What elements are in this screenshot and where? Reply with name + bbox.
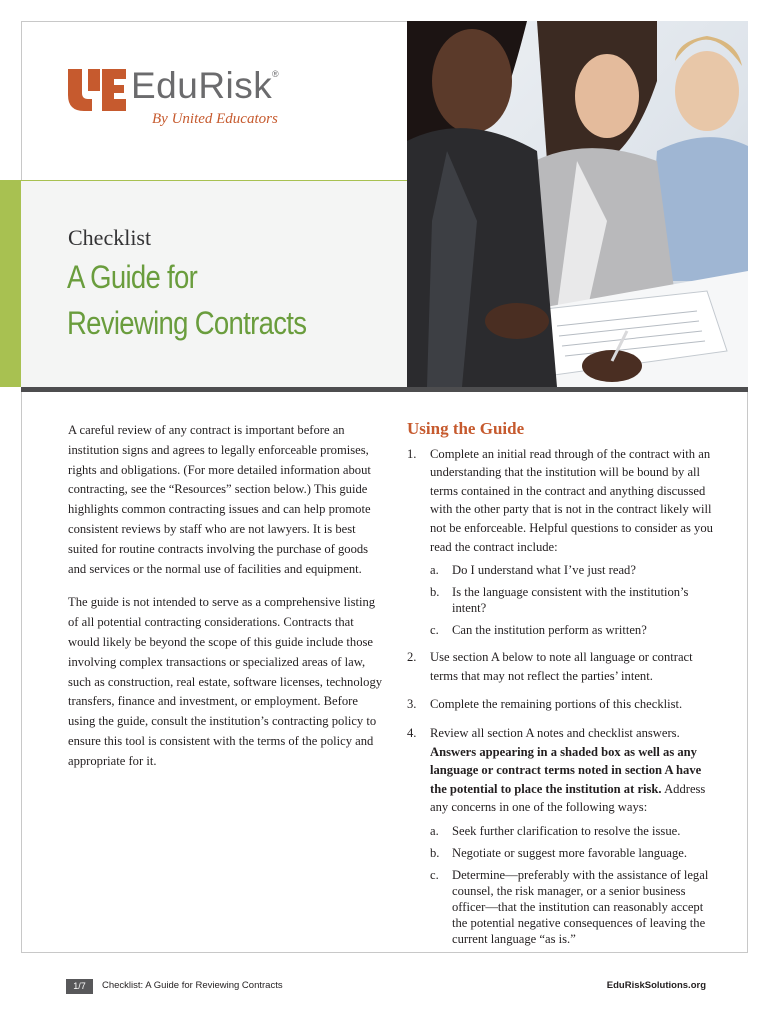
sub-list [430,823,717,947]
brand-tagline: By United Educators [152,111,278,127]
hero-photo [407,21,748,387]
sub-item [430,562,717,578]
doc-kicker: Checklist [68,225,152,250]
guide-column [407,420,717,957]
sub-letter: a. [430,563,439,578]
sub-letter: b. [430,845,440,860]
sub-text: Negotiate or suggest more favorable language. [452,845,687,860]
step-text: Use section A below to note all language or contract terms that may not reflect the parties’ intent. [430,650,693,683]
sub-text: Seek further clarification to resolve the issue. [452,823,681,838]
page-number-badge: 1/7 [66,979,93,994]
step-1 [407,445,717,639]
risk-warning-text: Answers appearing in a shaded box as well as any language or contract terms noted in section A have the potential to place the institution at risk. [430,744,702,796]
step-after-text: Address any concerns in one of the following ways: [430,781,706,815]
step-3 [407,695,717,714]
intro-paragraph-2: The guide is not intended to serve as a comprehensive listing of all potential contracting considerations. Contracts that would likely be beyond the scope of this guide include those involving complex transactions or specialized areas of law, such as construction, real estate, software licenses, technology transfers, finance and investment, or employment. Before using the guide, consult the institution’s contracting policy to ensure this tool is consistent with the terms of the policy and appropriate for it. [68,595,383,768]
step-4 [407,724,717,947]
title-line-2: Reviewing Contracts [67,305,307,341]
sub-letter: a. [430,823,439,838]
intro-paragraph-1: A careful review of any contract is important before an institution signs and agrees to legally enforceable promises, rights and obligations. (For more detailed information about contracting, see the “Resources” section below.) This guide highlights common contracting issues and can help promote consistent reviews by staff who are not lawyers. It is best suited for routine contracts involving the purchase of goods and services or the normal use of facilities and equipment. [68,423,371,576]
sub-item [430,584,717,616]
step-number: 1. [407,446,417,461]
sub-item [430,823,717,839]
accent-bar [0,180,21,387]
brand-name: EduRisk [131,65,273,106]
sub-text: Is the language consistent with the institution’s intent? [452,585,689,616]
step-text: Complete the remaining portions of this checklist. [430,697,683,712]
intro-column [68,421,384,786]
sub-letter: b. [430,585,440,600]
step-number: 2. [407,650,417,665]
page-title [67,254,306,346]
sub-item [430,622,717,638]
step-text: Complete an initial read through of the contract with an understanding that the institution will be bound by all terms contained in the contract and anything discussed with the other party that is not in the contract likely will not be enforceable. Helpful questions to consider as you read the contract include: [430,446,713,554]
step-text: Review all section A notes and checklist answers. [430,725,680,740]
hero-bottom-rule [21,387,748,392]
sub-text: Can the institution perform as written? [452,623,647,638]
sub-letter: c. [430,867,439,882]
people-reviewing-contract-image [407,21,748,387]
page-footer [66,979,706,995]
steps-list [407,445,717,947]
ue-logo-mark-icon [66,67,128,111]
title-line-1: A Guide for [67,259,198,295]
sub-item [430,845,717,861]
step-number: 3. [407,697,417,712]
sub-text: Do I understand what I’ve just read? [452,563,636,578]
section-heading: Using the Guide [407,419,525,438]
registered-mark: ® [272,69,279,79]
sub-item [430,867,717,947]
sub-text: Determine—preferably with the assistance of legal counsel, the risk manager, or a senior business officer—that the institution can reasonably accept the potential negative consequences of leaving the current language “as is.” [452,867,709,946]
step-number: 4. [407,725,417,740]
edurisk-logo [66,67,281,129]
sub-letter: c. [430,623,439,638]
footer-website-link[interactable]: EduRiskSolutions.org [606,980,706,991]
step-2 [407,648,717,685]
footer-title: Checklist: A Guide for Reviewing Contracts [102,980,283,991]
sub-list [430,562,717,638]
